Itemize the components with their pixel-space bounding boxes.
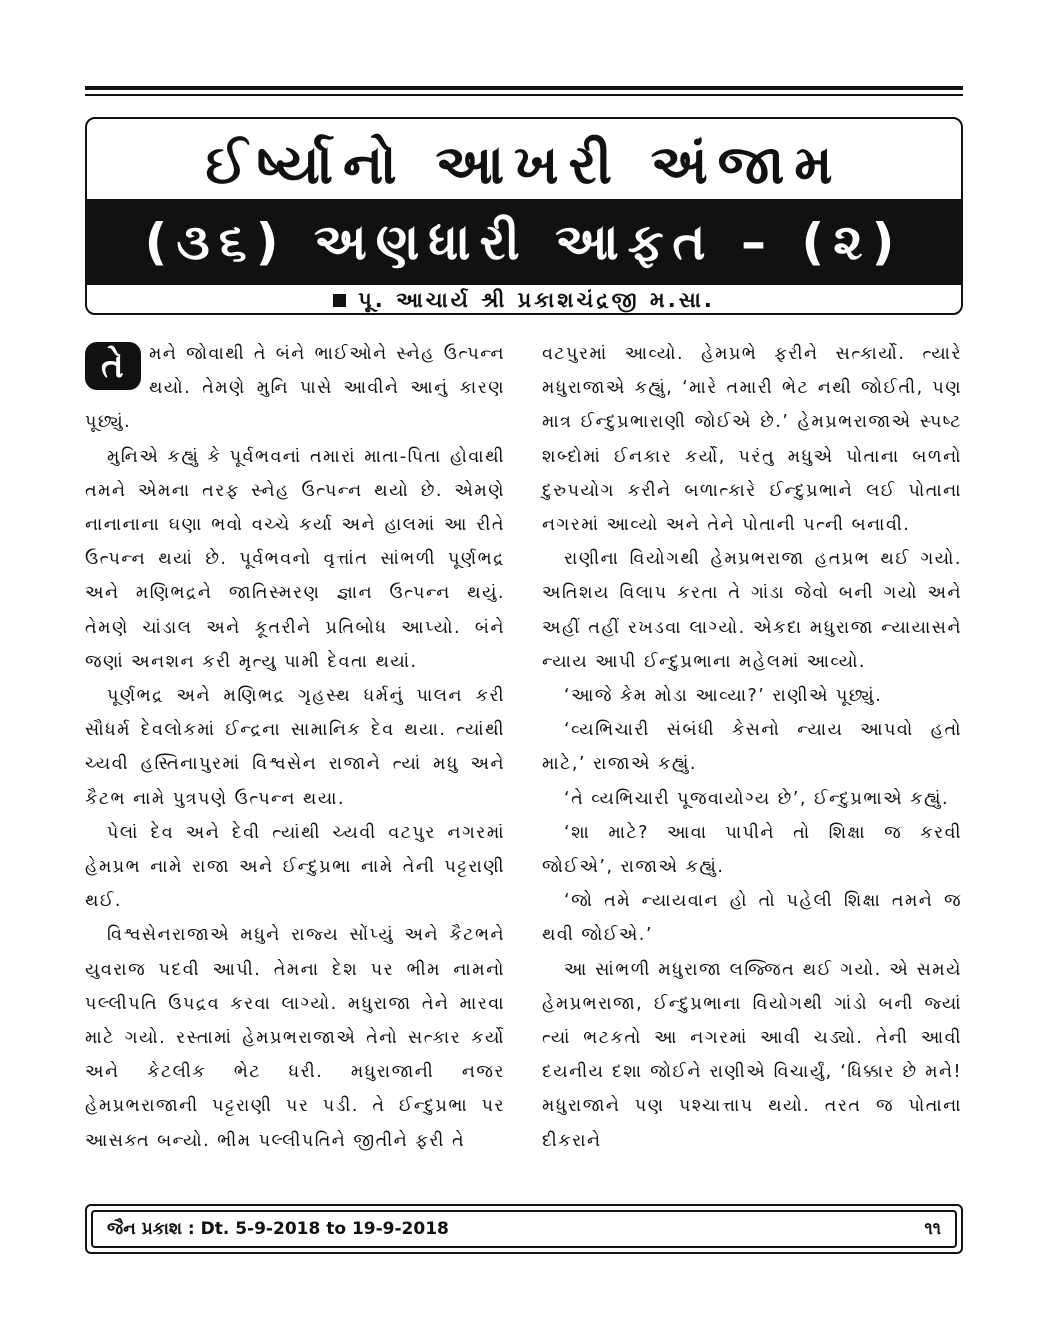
paragraph: પેલાં દેવ અને દેવી ત્યાંથી ચ્યવી વટપુર નગરમાં હેમપ્રભ નામે રાજા અને ઈન્દુપ્રભા નામે તેની પટ્ટરાણી થઈ. — [85, 822, 505, 912]
paragraph: ‘વ્યભિચારી સંબંધી કેસનો ન્યાય આપવો હતો માટે,’ રાજાએ કહ્યું. — [542, 720, 962, 775]
bullet-square-icon — [333, 294, 346, 307]
article-header — [85, 117, 963, 315]
footer-frame — [91, 1210, 957, 1248]
publication-info: જૈન પ્રકાશ : Dt. 5-9-2018 to 19-9-2018 — [107, 1219, 449, 1239]
paragraph: પૂર્ણભદ્ર અને મણિભદ્ર ગૃહસ્થ ધર્મનું પાલન કરી સૌધર્મ દેવલોકમાં ઈન્દ્રના સામાનિક દેવ થયા. ત્યાંથી ચ્યવી હસ્તિનાપુરમાં વિશ્વસેન રાજાને ત્યાં મધુ અને કૈટભ નામે પુત્રપણે ઉત્પન્ન થયા. — [85, 686, 505, 809]
paragraph: મુનિએ કહ્યું કે પૂર્વભવનાં તમારાં માતા-પિતા હોવાથી તમને એમના તરફ સ્નેહ ઉત્પન્ન થયો છે. એમણે નાનાનાના ઘણા ભવો વચ્ચે કર્યા અને હાલમાં આ રીતે ઉત્પન્ન થયાં છે. પૂર્વભવનો વૃત્તાંત સાંભળી પૂર્ણભદ્ર અને મણિભદ્રને જાતિસ્મરણ જ્ઞાન ઉત્પન્ન થયું. તેમણે ચાંડાલ અને કૂતરીને પ્રતિબોધ આપ્યો. બંને જણાં અનશન કરી મૃત્યુ પામી દેવતા થયાં. — [85, 446, 505, 672]
author-line — [87, 287, 961, 313]
author-name: પૂ. આચાર્ય શ્રી પ્રકાશચંદ્રજી મ.સા. — [358, 287, 715, 312]
paragraph: ‘આજે કેમ મોડા આવ્યા?’ રાણીએ પૂછ્યું. — [564, 686, 883, 707]
paragraph: ‘જો તમે ન્યાયવાન હો તો પહેલી શિક્ષા તમને જ થવી જોઈએ.’ — [542, 891, 962, 946]
paragraph: વિશ્વસેનરાજાએ મધુને રાજ્ય સોંપ્યું અને કૈટભને યુવરાજ પદવી આપી. તેમના દેશ પર ભીમ નામનો પલ્લીપતિ ઉપદ્રવ કરવા લાગ્યો. મધુરાજા તેને મારવા માટે ગયો. રસ્તામાં હેમપ્રભરાજાએ તેનો સત્કાર કર્યો અને કેટલીક ભેટ ધરી. મધુરાજાની નજર હેમપ્રભરાજાની પટ્ટરાણી પર પડી. તે ઈન્દુપ્રભા પર આસક્ત બન્યો. ભીમ પલ્લીપતિને જીતીને ફરી તે — [85, 925, 505, 1151]
article-title: ઈર્ષ્યાનો આખરી અંજામ — [205, 133, 843, 196]
drop-cap: તે — [85, 342, 141, 390]
paragraph: ‘શા માટે? આવા પાપીને તો શિક્ષા જ કરવી જોઈએ’, રાજાએ કહ્યું. — [542, 822, 962, 878]
page-number: ૧૧ — [924, 1219, 941, 1239]
right-column — [542, 337, 962, 1158]
top-rule-thin — [85, 94, 963, 96]
article-subtitle: (૩૬) અણધારી આફત – (૨) — [87, 199, 961, 285]
paragraph: આ સાંભળી મધુરાજા લજ્જિત થઈ ગયો. એ સમયે હેમપ્રભરાજા, ઈન્દુપ્રભાના વિયોગથી ગાંડો બની જ્યાં ત્યાં ભટકતો આ નગરમાં આવી ચડ્યો. તેની આવી દયનીય દશા જોઈને રાણીએ વિચાર્યું, ‘ધિક્કાર છે મને! મધુરાજાને પણ પશ્ચાત્તાપ થયો. તરત જ પોતાના દીકરાને — [542, 959, 962, 1151]
paragraph: રાણીના વિયોગથી હેમપ્રભરાજા હતપ્રભ થઈ ગયો. અતિશય વિલાપ કરતા તે ગાંડા જેવો બની ગયો અને અહીં તહીં રખડવા લાગ્યો. એકદા મધુરાજા ન્યાયાસને ન્યાય આપી ઈન્દુપ્રભાના મહેલમાં આવ્યો. — [542, 549, 962, 672]
left-column — [85, 337, 505, 1158]
page-footer — [85, 1204, 963, 1254]
paragraph: ‘તે વ્યભિચારી પૂજવાયોગ્ય છે’, ઈન્દુપ્રભાએ કહ્યું. — [564, 788, 950, 809]
paragraph: વટપુરમાં આવ્યો. હેમપ્રભે ફરીને સત્કાર્યો. ત્યારે મધુરાજાએ કહ્યું, ‘મારે તમારી ભેટ નથી જોઈતી, પણ માત્ર ઈન્દુપ્રભારાણી જોઈએ છે.’ હેમપ્રભરાજાએ સ્પષ્ટ શબ્દોમાં ઈનકાર કર્યો, પરંતુ મધુએ પોતાના બળનો દુરુપયોગ કરીને બળાત્કારે ઈન્દુપ્રભાને લઈ પોતાના નગરમાં આવ્યો અને તેને પોતાની પત્ની બનાવી. — [542, 344, 962, 536]
paragraph: મને જોવાથી તે બંને ભાઈઓને સ્નેહ ઉત્પન્ન થયો. તેમણે મુનિ પાસે આવીને આનું કારણ પૂછ્યું. — [85, 344, 505, 433]
top-rule-thick — [85, 86, 963, 90]
